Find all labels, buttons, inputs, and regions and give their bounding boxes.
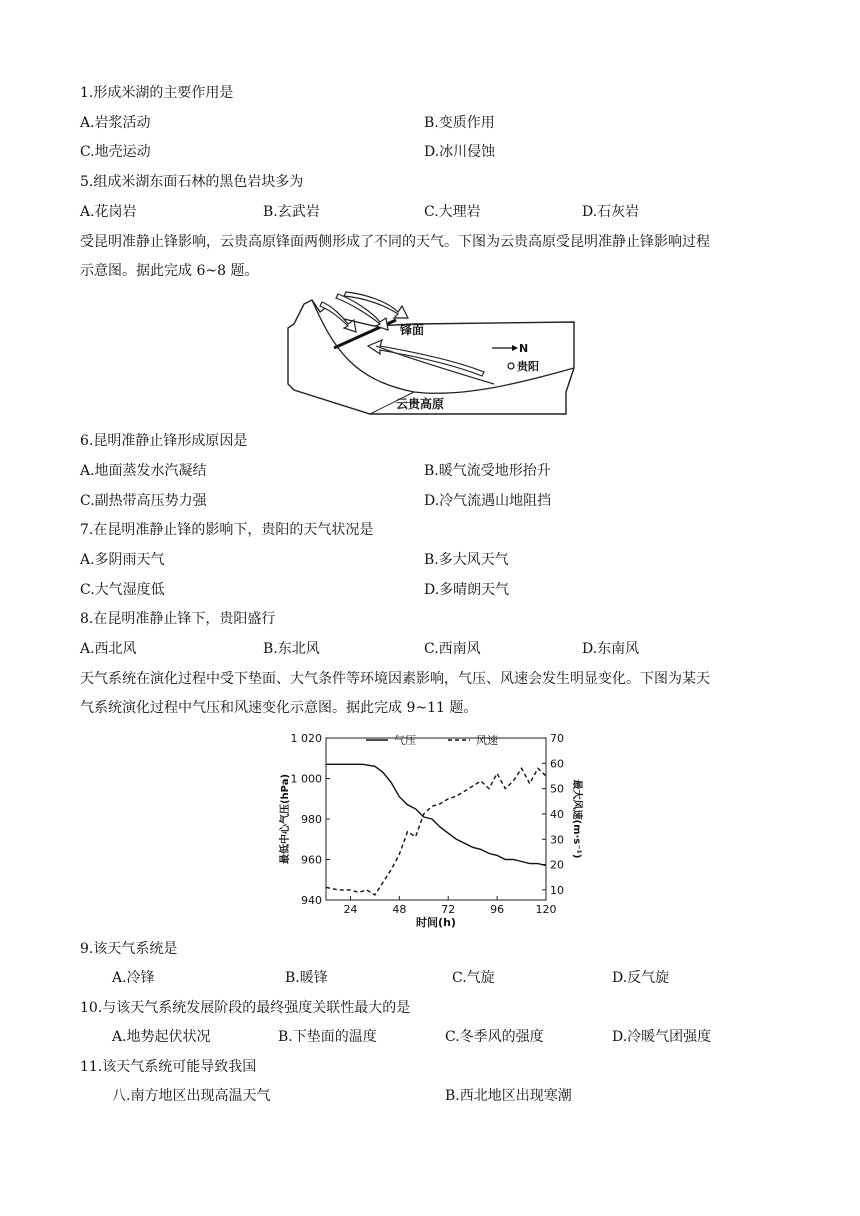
- question-9-stem: 9.该天气系统是: [80, 941, 178, 957]
- q1-option-a: A.岩浆活动: [80, 115, 151, 131]
- question-5-stem: 5.组成米湖东面石林的黑色岩块多为: [80, 174, 304, 190]
- q8-option-a: A.西北风: [80, 641, 137, 657]
- x-tick-label: 72: [441, 903, 456, 916]
- q9-option-b: B.暖锋: [285, 970, 328, 986]
- y-right-tick-label: 40: [550, 807, 564, 821]
- q6-option-b: B.暖气流受地形抬升: [424, 463, 551, 479]
- q10-option-c: C.冬季风的强度: [445, 1029, 544, 1045]
- q7-option-b: B.多大风天气: [424, 552, 509, 568]
- q9-option-d: D.反气旋: [612, 970, 670, 986]
- y-left-tick-label: 1 000: [290, 772, 322, 786]
- q8-option-b: B.东北风: [263, 641, 320, 657]
- legend-label-1: 气压: [394, 734, 416, 747]
- question-10-stem: 10.与该天气系统发展阶段的最终强度关联性最大的是: [80, 1000, 411, 1016]
- question-1-stem: 1.形成米湖的主要作用是: [80, 85, 234, 101]
- q5-option-a: A.花岗岩: [80, 204, 137, 220]
- y-right-tick-label: 50: [550, 782, 564, 796]
- plot-frame: [326, 738, 546, 900]
- q10-option-d: D.冷暖气团强度: [612, 1029, 712, 1045]
- y-right-axis-label: 最大风速(m·s⁻¹): [571, 779, 582, 859]
- q9-option-a: A.冷锋: [112, 970, 155, 986]
- x-tick-label: 48: [392, 903, 407, 916]
- series-line-1: [326, 764, 546, 865]
- q8-option-c: C.西南风: [424, 641, 481, 657]
- q6-option-a: A.地面蒸发水汽凝结: [80, 463, 207, 479]
- q6-option-c: C.副热带高压势力强: [80, 493, 207, 509]
- y-left-axis-label: 最低中心气压(hPa): [280, 773, 291, 865]
- question-7-stem: 7.在昆明准静止锋的影响下，贵阳的天气状况是: [80, 522, 374, 538]
- front-diagram: [284, 290, 580, 420]
- q5-option-d: D.石灰岩: [582, 204, 640, 220]
- q10-option-a: A.地势起伏状况: [112, 1029, 211, 1045]
- guiyang-marker: [508, 363, 514, 369]
- q11-option-a: 八.南方地区出现高温天气: [112, 1088, 271, 1104]
- q1-option-c: C.地壳运动: [80, 144, 151, 160]
- intro-6-8-line1: 受昆明准静止锋影响，云贵高原锋面两侧形成了不同的天气。下图为云贵高原受昆明准静止锋影响过程: [80, 234, 710, 250]
- intro-9-11-line1: 天气系统在演化过程中受下垫面、大气条件等环境因素影响，气压、风速会发生明显变化。下图为某天: [80, 671, 710, 687]
- question-6-stem: 6.昆明准静止锋形成原因是: [80, 433, 248, 449]
- y-left-tick-label: 960: [301, 853, 322, 867]
- y-right-tick-label: 60: [550, 757, 564, 771]
- question-8-stem: 8.在昆明准静止锋下，贵阳盛行: [80, 611, 276, 627]
- q6-option-d: D.冷气流遇山地阻挡: [424, 493, 552, 509]
- y-right-tick-label: 20: [550, 858, 564, 872]
- q1-option-b: B.变质作用: [424, 115, 495, 131]
- x-tick-label: 96: [490, 903, 505, 916]
- q5-option-b: B.玄武岩: [263, 204, 320, 220]
- series-line-2: [326, 768, 546, 895]
- y-right-tick-label: 30: [550, 833, 564, 847]
- y-right-tick-label: 10: [550, 883, 564, 897]
- q11-option-b: B.西北地区出现寒潮: [445, 1088, 572, 1104]
- q7-option-a: A.多阴雨天气: [80, 552, 165, 568]
- q5-option-c: C.大理岩: [424, 204, 481, 220]
- y-left-tick-label: 1 020: [290, 732, 322, 745]
- y-left-tick-label: 940: [301, 894, 322, 907]
- x-tick-label: 120: [535, 903, 557, 916]
- legend-label-2: 风速: [476, 734, 498, 747]
- q7-option-c: C.大气湿度低: [80, 582, 165, 598]
- intro-9-11-line2: 气系统演化过程中气压和风速变化示意图。据此完成 9~11 题。: [80, 700, 478, 716]
- q9-option-c: C.气旋: [452, 970, 495, 986]
- y-right-tick-label: 70: [550, 732, 564, 745]
- question-11-stem: 11.该天气系统可能导致我国: [80, 1059, 257, 1075]
- intro-6-8-line2: 示意图。据此完成 6~8 题。: [80, 263, 259, 279]
- y-left-tick-label: 980: [301, 813, 322, 826]
- q10-option-b: B.下垫面的温度: [278, 1029, 377, 1045]
- q7-option-d: D.多晴朗天气: [424, 582, 510, 598]
- q1-option-d: D.冰川侵蚀: [424, 144, 496, 160]
- x-tick-label: 24: [343, 903, 358, 916]
- pressure-windspeed-chart: [280, 728, 580, 928]
- plateau-label: 云贵高原: [396, 397, 445, 411]
- x-axis-label: 时间(h): [416, 916, 456, 929]
- front-label: 锋面: [400, 323, 425, 337]
- guiyang-label: 贵阳: [517, 360, 539, 373]
- north-label: N: [519, 342, 529, 355]
- q8-option-d: D.东南风: [582, 641, 640, 657]
